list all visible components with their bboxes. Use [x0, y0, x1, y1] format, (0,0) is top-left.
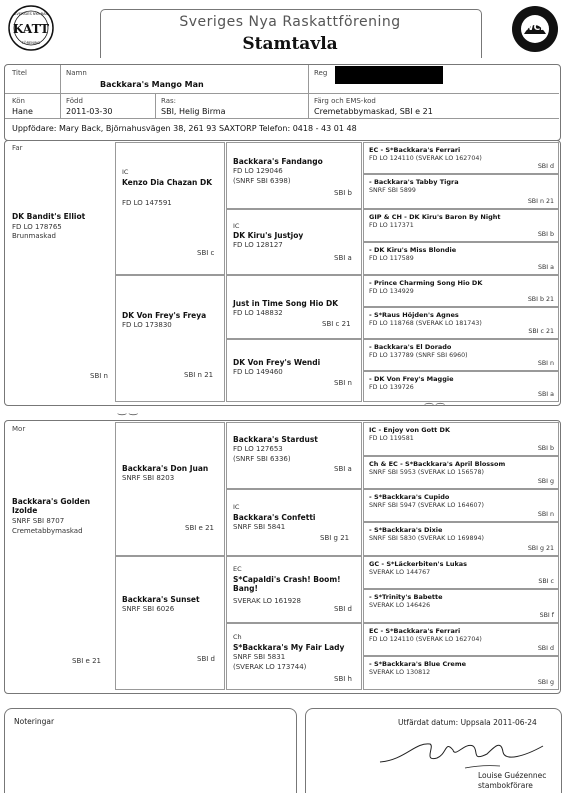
mor-ggg-cell: [363, 422, 559, 456]
mor-g1-cell: [115, 422, 225, 556]
far-ggg-cell: [363, 371, 559, 402]
mor-ggg-name: - S*Trinity's Babette: [369, 593, 443, 601]
mor-ggg-name: Ch & EC - S*Backkara's April Blossom: [369, 460, 506, 468]
tilde-mark: ‿ ‿: [118, 405, 138, 416]
mor-gg3-prefix: EC: [233, 565, 242, 573]
mor-ggg-reg: FD LO 124110 (SVERAK LO 162704): [369, 636, 482, 643]
reg-label: Reg: [314, 69, 328, 77]
divider: [5, 118, 559, 119]
far-g1-sbi: SBI c: [197, 249, 215, 257]
mor-ggg-sbi: SBI b: [537, 445, 554, 452]
far-ggg-reg: FD LO 117589: [369, 255, 414, 262]
far-ggg-reg: SNRF SBI 5899: [369, 187, 416, 194]
mor-gg2-prefix: IC: [233, 503, 240, 511]
mor-label: Mor: [12, 425, 26, 433]
mor-gg3-name: S*Capaldi's Crash! Boom! Bang!: [233, 575, 341, 593]
far-ggg-name: - DK Kiru's Miss Blondie: [369, 246, 457, 254]
divider: [308, 65, 309, 118]
far-ggg-cell: [363, 174, 559, 209]
far-ggg-name: - Prince Charming Song Hio DK: [369, 279, 483, 287]
far-ggg-sbi: SBI c 21: [528, 328, 554, 335]
mor-g2-name: Backkara's Sunset: [122, 595, 200, 604]
org-title: Sveriges Nya Raskattförening: [179, 14, 401, 30]
mor-g1-name: Backkara's Don Juan: [122, 464, 209, 473]
far-color: Brunmaskad: [12, 232, 56, 240]
cat-name: Backkara's Mango Man: [100, 80, 204, 89]
titel-label: Titel: [12, 69, 28, 77]
mor-ggg-reg: SVERAK LO 144767: [369, 569, 431, 576]
far-gg2-name: DK Kiru's Justjoy: [233, 231, 304, 240]
far-ggg-reg: FD LO 137789 (SNRF SBI 6960): [369, 352, 468, 359]
mor-ggg-name: - S*Backkara's Dixie: [369, 526, 443, 534]
far-reg: FD LO 178765: [12, 223, 62, 231]
far-ggg-cell: [363, 339, 559, 371]
far-ggg-sbi: SBI n: [537, 360, 554, 367]
mor-ggg-reg: SVERAK LO 130812: [369, 669, 431, 676]
mor-ggg-cell: [363, 589, 559, 623]
logo-top-text: SVERIGES NYA RAS: [14, 12, 48, 16]
wcf-text: WCF: [523, 23, 547, 33]
logo-bottom-text: FÖRENING: [21, 41, 41, 45]
far-ggg-name: - DK Von Frey's Maggie: [369, 375, 454, 383]
far-g2-reg: FD LO 173830: [122, 321, 172, 329]
far-ggg-sbi: SBI a: [537, 391, 554, 398]
mor-ggg-cell: [363, 556, 559, 589]
far-gg3-reg: FD LO 148832: [233, 309, 283, 317]
far-ggg-cell: [363, 275, 559, 307]
signer-name: Louise Guézennec: [478, 771, 547, 780]
far-ggg-cell: [363, 242, 559, 275]
divider: [155, 94, 156, 118]
notes-label: Noteringar: [14, 717, 55, 726]
ras-label: Ras:: [161, 97, 177, 105]
far-ggg-sbi: SBI d: [537, 163, 554, 170]
far-ggg-sbi: SBI n 21: [527, 198, 554, 205]
mor-ggg-cell: [363, 489, 559, 522]
mor-ggg-sbi: SBI d: [537, 645, 554, 652]
fodd-value: 2011-03-30: [66, 107, 113, 116]
mor-ggg-sbi: SBI g: [537, 478, 554, 485]
tilde-mark: ⁀ ⁀: [425, 404, 445, 415]
signature-image: [375, 732, 555, 772]
mor-ggg-name: EC - S*Backkara's Ferrari: [369, 627, 461, 635]
ras-value: SBI, Helig Birma: [161, 107, 226, 116]
far-g1-reg: FD LO 147591: [122, 199, 172, 207]
mor-ggg-reg: SNRF SBI 5953 (SVERAK LO 156578): [369, 469, 484, 476]
far-ggg-cell: [363, 209, 559, 242]
far-ggg-name: EC - S*Backkara's Ferrari: [369, 146, 461, 154]
divider: [5, 93, 559, 94]
far-gg4-reg: FD LO 149460: [233, 368, 283, 376]
far-ggg-name: - Backkara's El Dorado: [369, 343, 452, 351]
mor-ggg-sbi: SBI n: [537, 511, 554, 518]
mor-gg4-name: S*Backkara's My Fair Lady: [233, 643, 345, 652]
far-gg2-prefix: IC: [233, 222, 240, 230]
far-gg1-cell: [226, 142, 362, 209]
far-gg4-name: DK Von Frey's Wendi: [233, 358, 321, 367]
mor-gg1-name: Backkara's Stardust: [233, 435, 318, 444]
mor-color: Cremetabbymaskad: [12, 527, 83, 535]
fodd-label: Född: [66, 97, 83, 105]
far-parent-cell: [5, 152, 115, 402]
mor-gg2-sbi: SBI g 21: [320, 534, 350, 542]
farg-value: Cremetabbymaskad, SBI e 21: [314, 107, 433, 116]
mor-ggg-name: IC - Enjoy von Gott DK: [369, 426, 450, 434]
mor-gg4-reg: SNRF SBI 5831: [233, 653, 286, 661]
mor-gg3-sbi: SBI d: [334, 605, 352, 613]
mor-g1-reg: SNRF SBI 8203: [122, 474, 175, 482]
mor-gg2-reg: SNRF SBI 5841: [233, 523, 286, 531]
mor-ggg-reg: FD LO 119581: [369, 435, 414, 442]
far-g2-sbi: SBI n 21: [184, 371, 214, 379]
mor-gg1-sbi: SBI a: [334, 465, 352, 473]
far-ggg-cell: [363, 307, 559, 339]
far-ggg-reg: FD LO 117371: [369, 222, 414, 229]
redacted-block: [335, 66, 443, 84]
far-ggg-cell: [363, 142, 559, 174]
mor-gg4-sbi: SBI h: [334, 675, 352, 683]
doc-title: Stamtavla: [242, 34, 338, 54]
mor-ggg-sbi: SBI f: [539, 612, 554, 619]
far-ggg-sbi: SBI a: [537, 264, 554, 271]
logo-text: KATT: [12, 22, 50, 36]
mor-gg3-reg: SVERAK LO 161928: [233, 597, 301, 605]
far-gg1-reg: FD LO 129046: [233, 167, 283, 175]
far-gg3-name: Just in Time Song Hio DK: [233, 299, 339, 308]
far-g1-name: Kenzo Dia Chazan DK: [122, 178, 213, 187]
far-gg3-sbi: SBI c 21: [322, 320, 351, 328]
far-gg1-name: Backkara's Fandango: [233, 157, 323, 166]
far-ggg-name: GIP & CH - DK Kiru's Baron By Night: [369, 213, 501, 221]
kon-label: Kön: [12, 97, 25, 105]
mor-ggg-reg: SNRF SBI 5947 (SVERAK LO 164607): [369, 502, 484, 509]
far-g1-prefix: IC: [122, 168, 129, 176]
far-ggg-reg: FD LO 134929: [369, 288, 414, 295]
far-ggg-name: - Backkara's Tabby Tigra: [369, 178, 459, 186]
mor-ggg-cell: [363, 522, 559, 556]
far-gg2-reg: FD LO 128127: [233, 241, 283, 249]
mor-ggg-sbi: SBI g: [537, 679, 554, 686]
far-label: Far: [12, 144, 23, 152]
kon-value: Hane: [12, 107, 33, 116]
mor-ggg-cell: [363, 456, 559, 489]
mor-ggg-name: - S*Backkara's Cupido: [369, 493, 450, 501]
mor-g2-sbi: SBI d: [197, 655, 215, 663]
far-ggg-reg: FD LO 118768 (SVERAK LO 181743): [369, 320, 482, 327]
mor-reg: SNRF SBI 8707: [12, 517, 65, 525]
mor-ggg-reg: SNRF SBI 5830 (SVERAK LO 169894): [369, 535, 484, 542]
mor-name: Backkara's Golden Izolde: [12, 497, 91, 515]
far-ggg-reg: FD LO 139726: [369, 384, 414, 391]
issued-date: Utfärdat datum: Uppsala 2011-06-24: [398, 718, 537, 727]
farg-label: Färg och EMS-kod: [314, 97, 376, 105]
far-gg4-sbi: SBI n: [334, 379, 352, 387]
far-g2-name: DK Von Frey's Freya: [122, 311, 207, 320]
mor-ggg-sbi: SBI c: [538, 578, 554, 585]
mor-ggg-cell: [363, 656, 559, 690]
mor-g2-reg: SNRF SBI 6026: [122, 605, 175, 613]
far-ggg-name: - S*Raus Höjden's Agnes: [369, 311, 459, 319]
breeder-line: Uppfödare: Mary Back, Björnahusvägen 38, 261 93 SAXTORP Telefon: 0418 - 43 01 48: [12, 124, 357, 133]
mor-gg1-reg: FD LO 127653: [233, 445, 283, 453]
far-gg2-sbi: SBI a: [334, 254, 352, 262]
far-gg1-sbi: SBI b: [334, 189, 352, 197]
far-ggg-sbi: SBI b: [537, 231, 554, 238]
far-g2-cell: [115, 275, 225, 402]
header-logo-left: [7, 4, 55, 52]
far-name: DK Bandit's Elliot: [12, 212, 86, 221]
mor-ggg-sbi: SBI g 21: [527, 545, 554, 552]
mor-gg4-prefix: Ch: [233, 633, 242, 641]
wcf-logo: [510, 4, 560, 54]
namn-label: Namn: [66, 69, 87, 77]
mor-g2-cell: [115, 556, 225, 690]
mor-sbi: SBI e 21: [72, 657, 101, 665]
signer-title: stambokförare: [478, 781, 533, 790]
mor-ggg-reg: SVERAK LO 146426: [369, 602, 431, 609]
mor-gg2-name: Backkara's Confetti: [233, 513, 316, 522]
far-gg1-reg2: (SNRF SBI 6398): [233, 177, 291, 185]
far-ggg-reg: FD LO 124110 (SVERAK LO 162704): [369, 155, 482, 162]
mor-g1-sbi: SBI e 21: [185, 524, 214, 532]
divider: [60, 65, 61, 118]
mor-ggg-name: GC - S*Läckerbiten's Lukas: [369, 560, 468, 568]
far-sbi: SBI n: [90, 372, 108, 380]
far-ggg-sbi: SBI b 21: [527, 296, 554, 303]
mor-ggg-cell: [363, 623, 559, 656]
mor-gg4-reg2: (SVERAK LO 173744): [233, 663, 307, 671]
mor-ggg-name: - S*Backkara's Blue Creme: [369, 660, 467, 668]
mor-gg1-reg2: (SNRF SBI 6336): [233, 455, 291, 463]
